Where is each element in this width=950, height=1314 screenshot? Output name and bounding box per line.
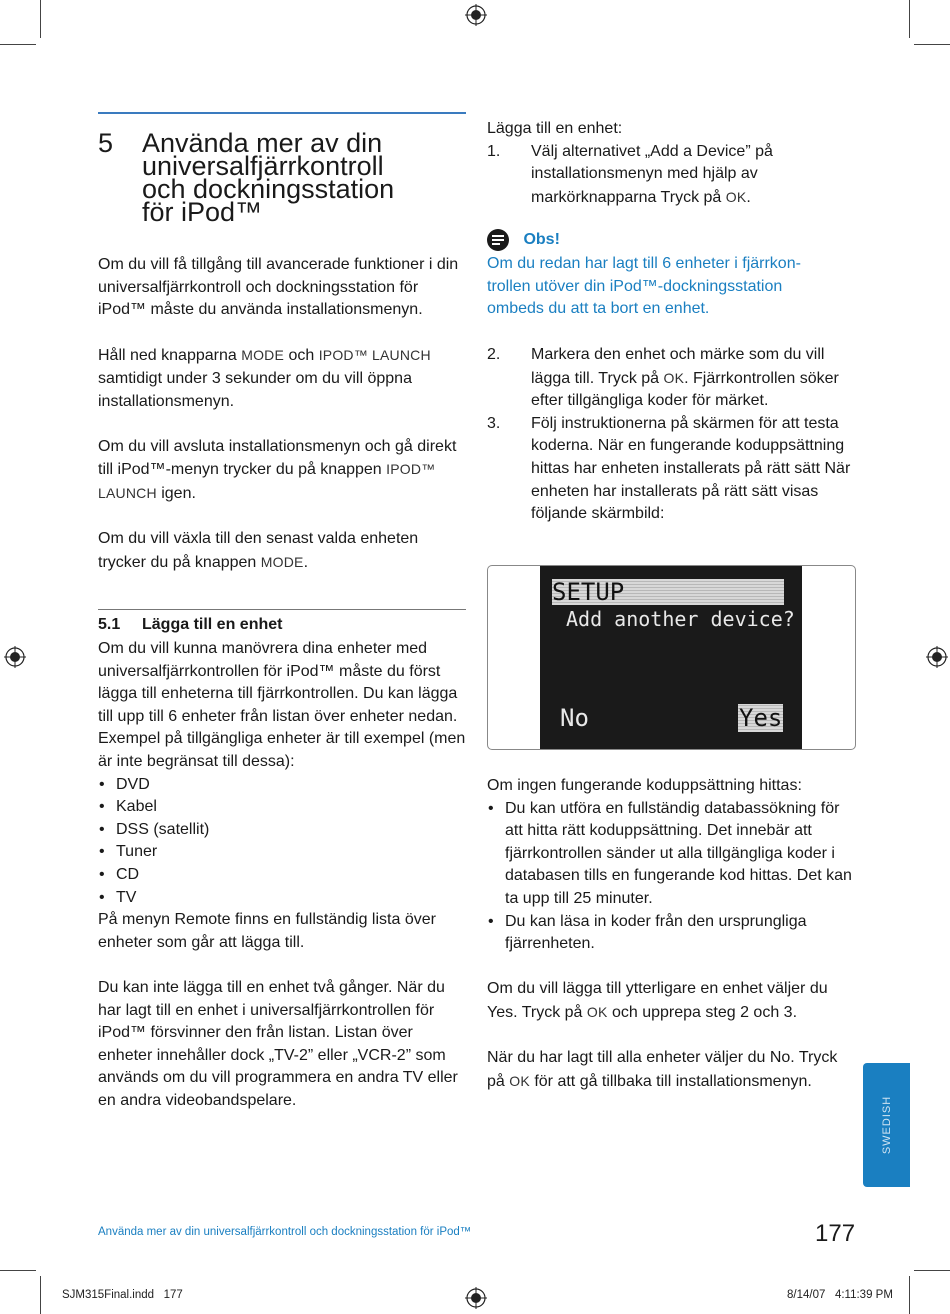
list-item: • Tuner (98, 841, 470, 864)
language-tab (863, 1063, 910, 1187)
language-tab-label: SWEDISH (880, 1095, 893, 1155)
step-item: 2. Markera den enhet och märke som du vill lägga till. Tryck på OK. Fjärrkontrollen söker efter tillgängliga koder för märket. (487, 346, 839, 410)
list-item: • Du kan läsa in koder från den ursprungliga fjärrenheten. (487, 911, 859, 956)
lcd-screenshot-frame (487, 565, 856, 750)
running-footer: Använda mer av din universalfjärrkontroll och dockningsstation för iPod™ (98, 1226, 472, 1238)
section-number: 5.1 (98, 616, 121, 633)
registration-mark-bottom-icon (465, 1287, 487, 1309)
lcd-no-option: No (560, 704, 589, 732)
mode-key-label: MODE (241, 347, 285, 364)
chapter-rule (98, 112, 466, 114)
left-column-section (98, 638, 470, 1135)
registration-mark-right-icon (926, 646, 948, 668)
ipod-launch-key-label: IPOD™ LAUNCH (318, 347, 431, 364)
list-item: • DSS (satellit) (98, 819, 470, 842)
chapter-title-line: och dockningsstation (142, 174, 395, 204)
switch-device-paragraph: Om du vill växla till den senast valda enheten trycker du på knappen MODE. (98, 530, 419, 571)
open-setup-paragraph: Håll ned knapparna MODE och IPOD™ LAUNCH samtidigt under 3 sekunder om du vill öppna installationsmenyn. (98, 347, 431, 410)
left-column-top (98, 254, 470, 597)
list-item: • Kabel (98, 796, 470, 819)
right-column-top (487, 118, 859, 209)
step-item: 3. Följ instruktionerna på skärmen för att testa koderna. När en fungerande koduppsättning hittas har enheten installerats på rätt sätt När enheten har installerats på rätt sätt visas följande skärmbild: (487, 414, 851, 523)
section-rule (98, 609, 466, 610)
lcd-screen (540, 566, 802, 749)
note-box (487, 229, 859, 321)
add-device-paragraph: Om du vill kunna manövrera dina enheter med universalfjärrkontrollen för iPod™ måste du först lägga till enheterna till fjärrkontrollen. Du kan lägga till upp till 6 enheter från listan över enheter nedan. Exempel på tillgängliga enheter är till exempel (men är inte begränsat till dessa): (98, 640, 466, 770)
list-item: • DVD (98, 774, 470, 797)
section-title: Lägga till en enhet (142, 616, 283, 633)
note-body: Om du redan har lagt till 6 enheter i fjärrkon-trollen utöver din iPod™-dockningsstation ombeds du att ta bort en enhet. (487, 255, 801, 318)
list-item: • TV (98, 887, 470, 910)
device-list (98, 774, 470, 910)
right-column-steps (487, 344, 859, 526)
registration-mark-top-icon (465, 4, 487, 26)
note-title: Obs! (523, 231, 560, 248)
right-column-bottom (487, 775, 859, 1116)
list-item: • Du kan utföra en fullständig databassökning för att hitta rätt koduppsättning. Det innebär att fjärrkontrollen sänder ut alla tillgängliga koder i databasen tills en fungerande kod hittas. Det kan ta upp till 25 minuter. (487, 798, 859, 911)
registration-mark-left-icon (4, 646, 26, 668)
section-heading (98, 616, 282, 634)
ipod-launch-key-label: IPOD™ LAUNCH (98, 461, 436, 501)
ok-key-label: OK (725, 188, 747, 205)
intro-paragraph: Om du vill få tillgång till avancerade funktioner i din universalfjärrkontroll och dockningsstation för iPod™ måste du använda installationsmenyn. (98, 256, 459, 319)
note-header (487, 229, 859, 253)
slug-date: 8/14/07 4:11:39 PM (787, 1289, 893, 1301)
page-number: 177 (815, 1220, 856, 1247)
mode-key-label: MODE (260, 553, 304, 570)
chapter-title-line: Använda mer av din (142, 128, 383, 158)
exit-setup-paragraph: Om du vill avsluta installationsmenyn och gå direkt till iPod™-menyn trycker du på knappen IPOD™ LAUNCH igen. (98, 437, 457, 502)
chapter-title-line: universalfjärrkontroll (142, 151, 384, 181)
steps-list-2 (487, 344, 859, 526)
ok-key-label: OK (663, 369, 685, 386)
no-code-paragraph: Om ingen fungerande koduppsättning hittas: (487, 777, 802, 794)
slug-file: SJM315Final.indd 177 (62, 1289, 183, 1301)
ok-key-label: OK (509, 1072, 530, 1089)
ok-key-label: OK (586, 1003, 608, 1020)
done-paragraph: När du har lagt till alla enheter väljer du No. Tryck på OK för att gå tillbaka till installationsmenyn. (487, 1049, 838, 1090)
step-item: 1. Välj alternativet „Add a Device” på installationsmenyn med hjälp av markörknapparna Tryck på OK. (487, 142, 773, 206)
steps-intro: Lägga till en enhet: (487, 120, 623, 137)
add-more-paragraph: Om du vill lägga till ytterligare en enhet väljer du Yes. Tryck på OK och upprepa steg 2 och 3. (487, 980, 828, 1021)
list-item: • CD (98, 864, 470, 887)
note-icon (487, 229, 509, 251)
steps-list-1 (487, 141, 859, 210)
lcd-yes-option: Yes (739, 704, 783, 732)
chapter-number: 5 (98, 128, 114, 158)
remote-menu-paragraph: På menyn Remote finns en fullständig lista över enheter som går att lägga till. (98, 911, 436, 951)
lcd-header: SETUP (552, 579, 784, 605)
chapter-title-line: för iPod™ (142, 197, 263, 227)
duplicate-device-paragraph: Du kan inte lägga till en enhet två gånger. När du har lagt till en enhet i universalfjärrkontrollen för iPod™ försvinner den från listan. Listan över enheter innehåller dock „TV-2” eller „VCR-2” som används om du vill programmera en andra TV eller en andra videobandspelare. (98, 978, 458, 1109)
lcd-question: Add another device? (566, 607, 795, 631)
chapter-title (142, 128, 472, 227)
no-code-options (487, 798, 859, 956)
